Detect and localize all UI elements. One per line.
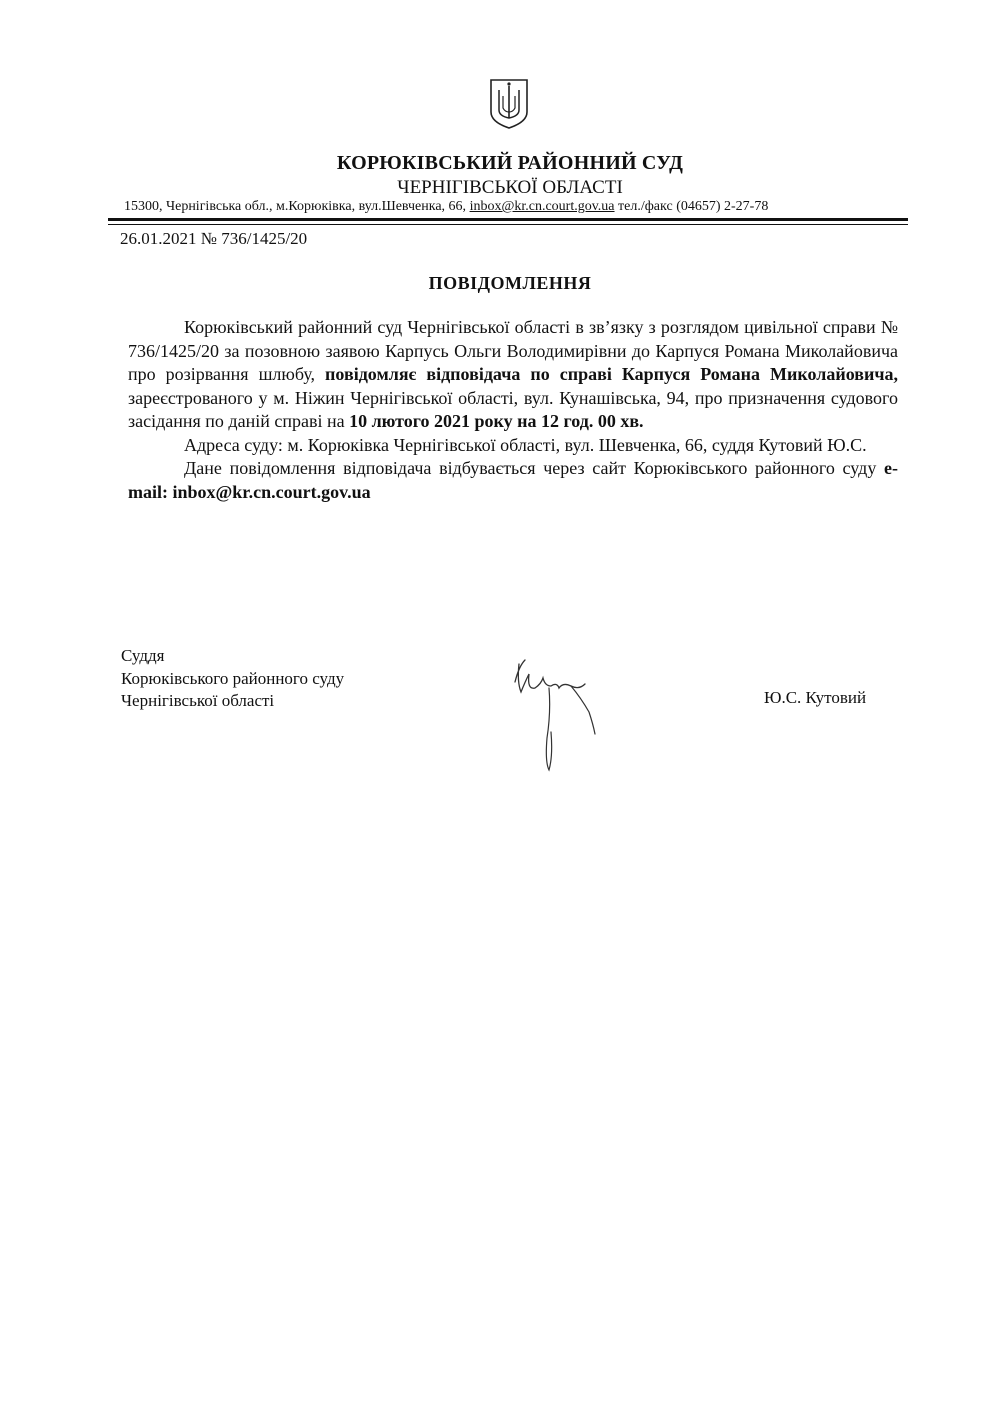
date-and-case-number: 26.01.2021 № 736/1425/20 <box>120 229 308 248</box>
address-text: 15300, Чернігівська обл., м.Корюківка, вул.Шевченка, 66, <box>124 199 470 214</box>
p1-text-c: зареєстрованого у м. Ніжин Чернігівської області, вул. Кунашівська, 94, про призначення судового засідання по даній справі на <box>128 387 898 431</box>
header-divider-thick <box>108 218 908 221</box>
address-phone: тел./факс (04657) 2-27-78 <box>614 199 769 214</box>
judge-title-line-1: Суддя <box>121 646 165 665</box>
court-address <box>124 199 904 215</box>
coat-of-arms-icon <box>488 78 530 130</box>
document-title: ПОВІДОМЛЕННЯ <box>428 273 592 293</box>
p3-bold-email: e-mail: inbox@kr.cn.court.gov.ua <box>128 458 898 502</box>
judge-title-block <box>121 645 344 713</box>
judge-name: Ю.С. Кутовий <box>764 688 867 707</box>
p1-bold-hearing-date: 10 лютого 2021 року на 12 год. 00 хв. <box>349 411 644 431</box>
notice-body <box>128 316 898 504</box>
handwritten-signature <box>505 652 605 777</box>
p1-text-a: Корюківський районний суд Чернігівської області в зв’язку з розглядом цивільної справи № 736/1425/20 за позовною заявою Карпусь Ольги Володимирівни до Карпуся Романа Миколайовича про розірвання шлюбу, <box>128 317 898 384</box>
p3-text-a: Дане повідомлення відповідача відбувається через сайт Корюківського районного суду <box>184 458 885 478</box>
header-divider-thin <box>108 224 908 225</box>
court-name: КОРЮКІВСЬКИЙ РАЙОННИЙ СУД <box>336 152 684 174</box>
judge-title-line-3: Чернігівської області <box>121 691 275 710</box>
notice-paragraph-2: Адреса суду: м. Корюківка Чернігівської області, вул. Шевченка, 66, суддя Кутовий Ю.С. <box>184 434 867 455</box>
judge-title-line-2: Корюківського районного суду <box>121 668 345 688</box>
notice-paragraph-1 <box>128 316 898 434</box>
court-region: ЧЕРНІГІВСЬКОЇ ОБЛАСТІ <box>397 177 623 198</box>
p1-bold-defendant: повідомляє відповідача по справі Карпуся Романа Миколайовича, <box>325 364 898 384</box>
address-email-link[interactable]: inbox@kr.cn.court.gov.ua <box>469 199 615 214</box>
notice-paragraph-3 <box>128 457 898 504</box>
